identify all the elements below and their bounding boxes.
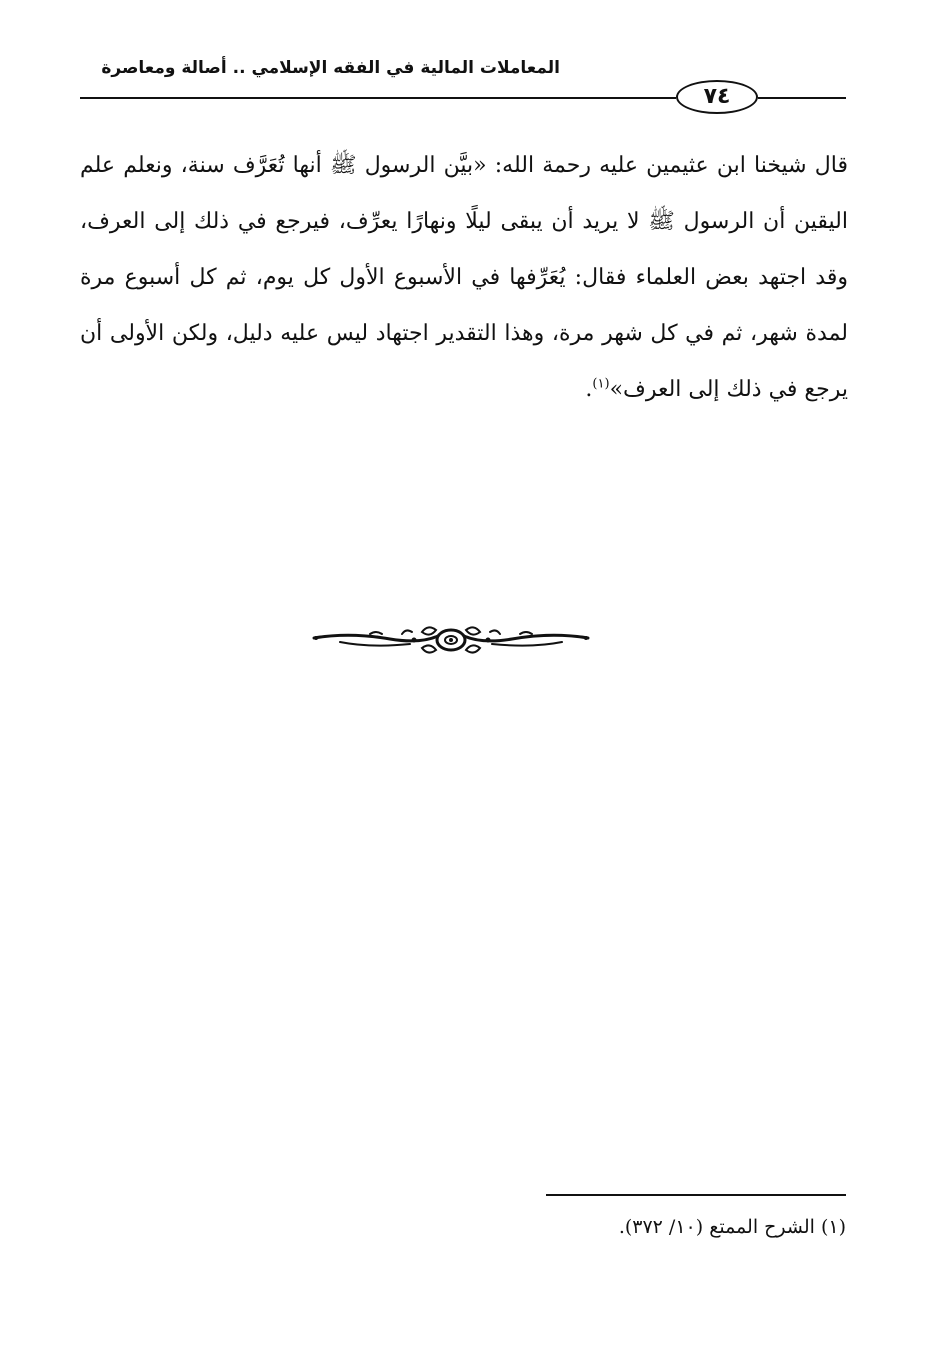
footnote: (١) الشرح الممتع (١٠/ ٣٧٢).: [618, 1216, 846, 1238]
body-paragraph: [80, 138, 848, 418]
header-rule: [80, 97, 676, 99]
page-number: ٧٤: [676, 80, 758, 114]
running-header-title: المعاملات المالية في الفقه الإسلامي .. أصالة ومعاصرة: [101, 58, 560, 78]
footnote-reference: (١): [592, 376, 610, 392]
body-paragraph-text: قال شيخنا ابن عثيمين عليه رحمة الله: «بيَّن الرسول ﷺ أنها تُعَرَّف سنة، ونعلم علم اليقين أن الرسول ﷺ لا يريد أن يبقى ليلًا ونهارًا يعرِّف، فيرجع في ذلك إلى العرف، وقد اجتهد بعض العلماء فقال: يُعَرِّفها في الأسبوع الأول كل يوم، ثم كل أسبوع مرة لمدة شهر، ثم في كل شهر مرة، وهذا التقدير اجتهاد ليس عليه دليل، ولكن الأولى أن يرجع في ذلك إلى العرف»: [80, 153, 848, 402]
header-rule-right: [758, 97, 846, 99]
footnote-separator: [546, 1194, 846, 1196]
paragraph-end-punctuation: .: [585, 377, 593, 402]
ornament-divider-icon: [310, 618, 592, 666]
